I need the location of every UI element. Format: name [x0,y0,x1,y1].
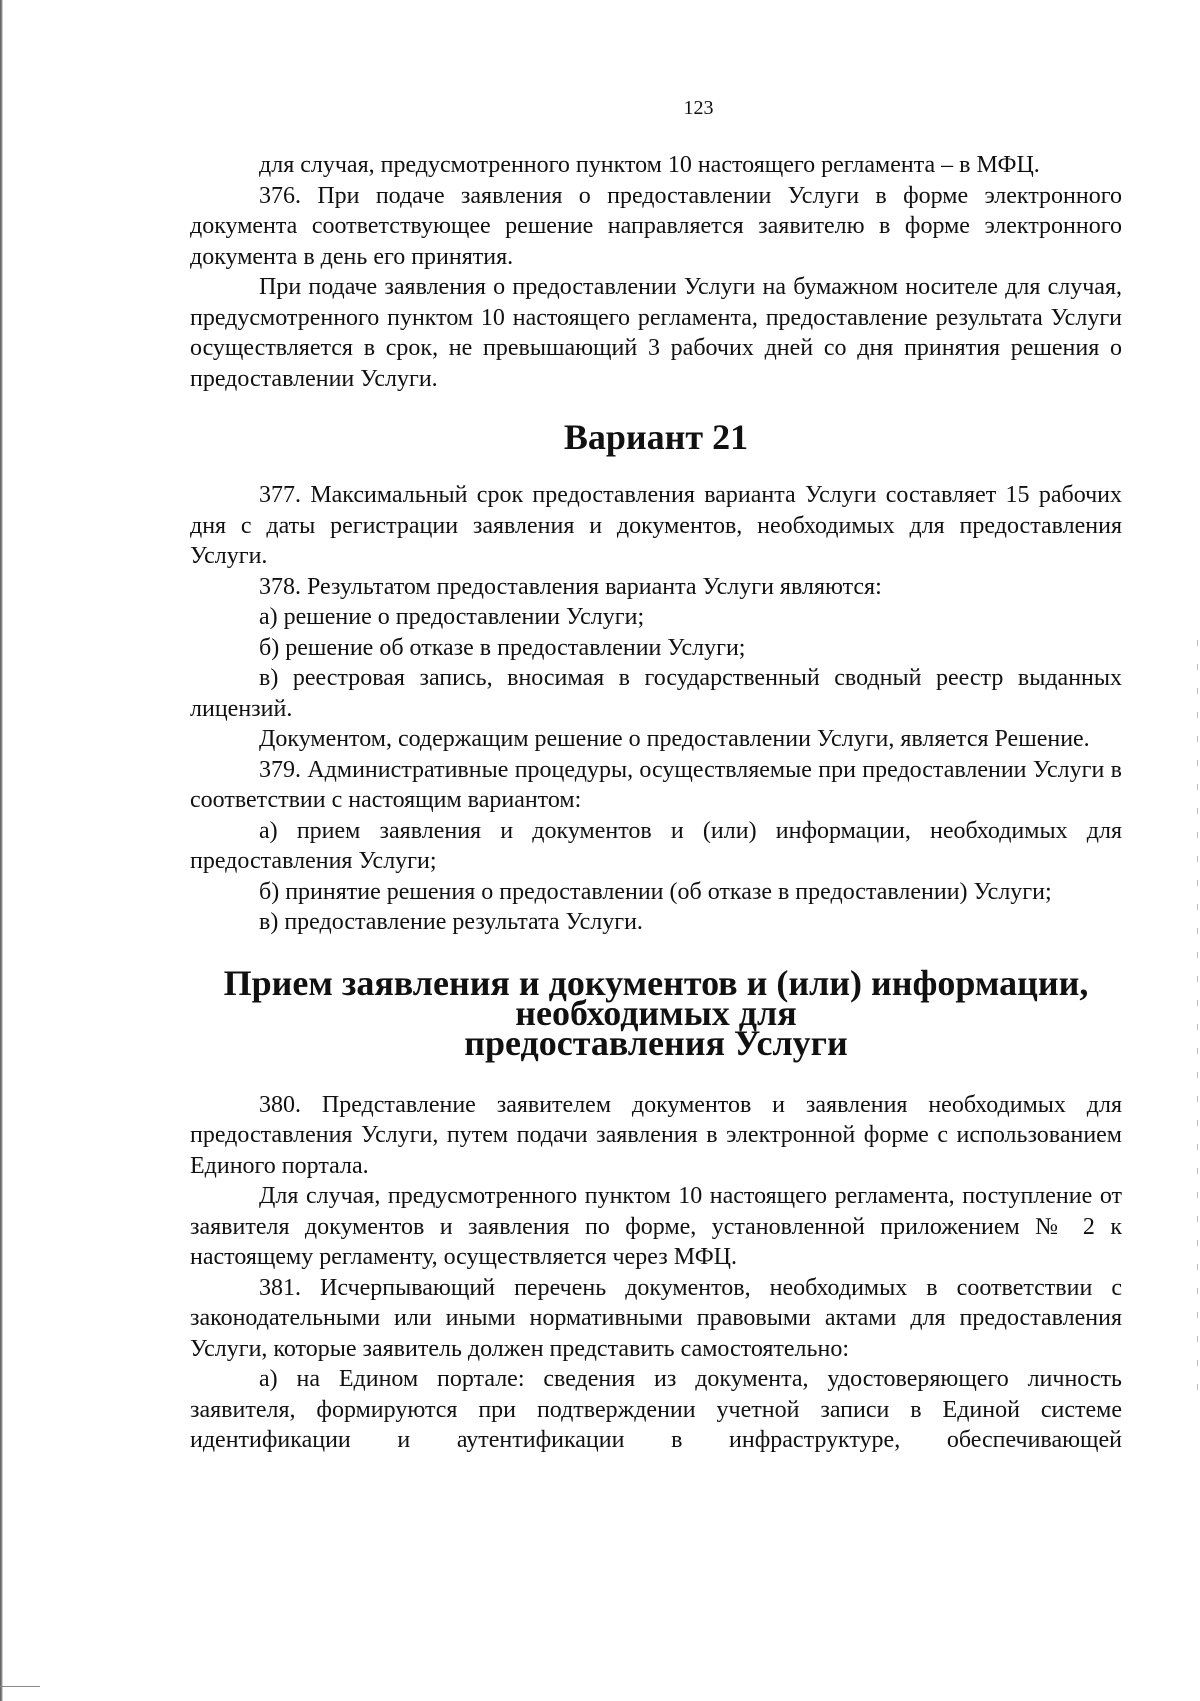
list-item-379-b: б) принятие решения о предоставлении (об отказе в предоставлении) Услуги; [259,878,1052,905]
paragraph-376: 376. При подаче заявления о предоставлении Услуги в форме электронного документа соответствующее решение направляется заявителю в форме электронного документа в день его принятия. [190,182,1122,270]
list-item-379-a: а) прием заявления и документов и (или) информации, необходимых для предоставления Услуги; [190,817,1122,874]
heading-line-1: Прием заявления и документов и (или) информации, необходимых для [223,962,1089,1033]
paragraph-380-mfc: Для случая, предусмотренного пунктом 10 настоящего регламента, поступление от заявителя документов и заявления по форме, установленной приложением № 2 к настоящему регламенту, осуществляется через МФЦ. [190,1183,1122,1270]
paragraph-381: 381. Исчерпывающий перечень документов, необходимых в соответствии с законодательными или иными нормативными правовыми актами для предоставления Услуги, которые заявитель должен представить самостоятельно: [190,1274,1122,1362]
heading-variant-21: Вариант 21 [563,417,749,457]
scan-edge-right [1197,640,1198,1400]
list-item-379-c: в) предоставление результата Услуги. [259,909,643,935]
paragraph-decision-document: Документом, содержащим решение о предоставлении Услуги, является Решение. [259,726,1090,752]
paragraph-377: 377. Максимальный срок предоставления варианта Услуги составляет 15 рабочих дня с даты регистрации заявления и документов, необходимых для предоставления Услуги. [190,482,1122,569]
paragraph-379: 379. Административные процедуры, осуществляемые при предоставлении Услуги в соответствии с настоящим вариантом: [190,756,1122,813]
list-item-378-b: б) решение об отказе в предоставлении Услуги; [259,634,746,661]
paragraph-380: 380. Представление заявителем документов и заявления необходимых для предоставления Услуги, путем подачи заявления в электронной форме с использованием Единого портала. [190,1091,1122,1179]
scan-edge-left [0,0,3,1701]
page-content [190,96,1122,1456]
heading-application-acceptance [190,962,1122,1063]
list-item-378-c: в) реестровая запись, вносимая в государственный сводный реестр выданных лицензий. [190,665,1122,722]
list-item-378-a: а) решение о предоставлении Услуги; [259,604,645,630]
list-item-381-a: а) на Едином портале: сведения из документа, удостоверяющего личность заявителя, формируются при подтверждении учетной записи в Единой системе идентификации и аутентификации в инфраструктуре, обеспечивающей [190,1366,1122,1453]
scan-corner-mark [0,1686,40,1687]
paragraph-376-paper: При подаче заявления о предоставлении Услуги на бумажном носителе для случая, предусмотренного пунктом 10 настоящего регламента, предоставление результата Услуги осуществляется в срок, не превышающий 3 рабочих дней со дня принятия решения о предоставлении Услуги. [190,274,1122,392]
paragraph-continuation: для случая, предусмотренного пунктом 10 настоящего регламента – в МФЦ. [259,152,1040,178]
heading-line-2: предоставления Услуги [464,1022,848,1063]
paragraph-378: 378. Результатом предоставления варианта Услуги являются: [259,573,882,600]
page-number: 123 [683,97,714,119]
